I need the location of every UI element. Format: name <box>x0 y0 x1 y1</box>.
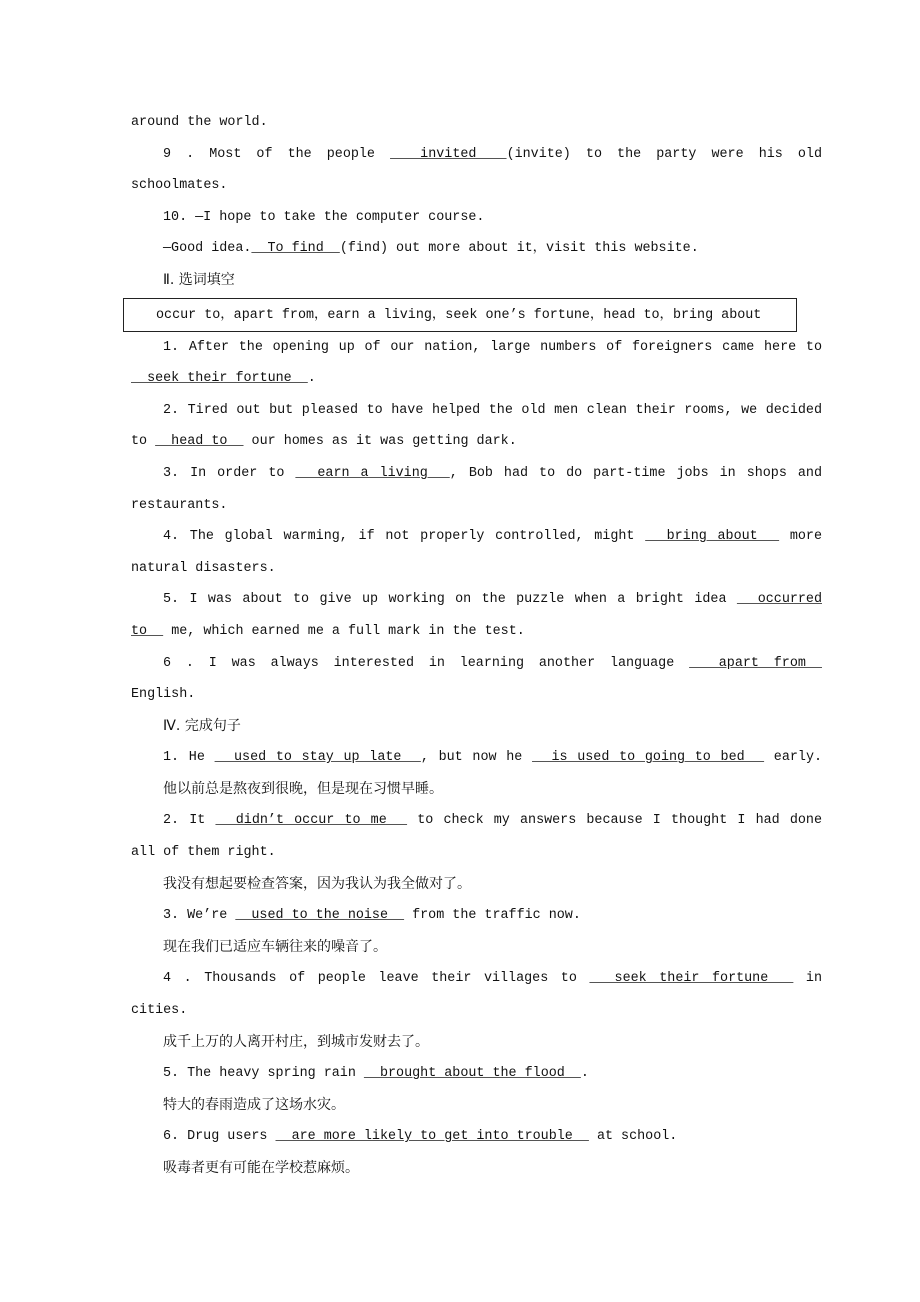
text-segment: . <box>580 1066 589 1082</box>
text-line <box>131 995 822 1027</box>
text-segment: , Bob had to do part-time jobs in shops and <box>449 465 822 481</box>
text-segment: natural disasters. <box>131 560 276 576</box>
text-segment: from the traffic now. <box>404 908 581 924</box>
answer-blank: To find <box>251 241 340 257</box>
text-segment: —Good idea. <box>163 241 252 257</box>
text-line <box>131 139 822 171</box>
text-segment: (invite) to the party were his old <box>506 146 822 162</box>
text-segment: to <box>131 434 156 450</box>
text-segment: 4 . Thousands of people leave their villages to <box>163 971 590 987</box>
answer-blank: didn’t occur to me <box>215 813 408 829</box>
text-segment: at school. <box>588 1129 678 1145</box>
text-line <box>131 900 822 932</box>
text-line <box>131 805 822 837</box>
answer-blank: apart from <box>689 655 822 671</box>
text-segment: 特大的春雨造成了这场水灾。 <box>163 1096 345 1113</box>
text-line <box>131 553 822 585</box>
text-segment: in <box>793 971 823 987</box>
translation-line <box>131 774 822 806</box>
answer-blank: to <box>131 623 164 639</box>
text-segment: 成千上万的人离开村庄，到城市发财去了。 <box>163 1033 429 1050</box>
text-segment: to check my answers because I thought I had done <box>407 813 822 829</box>
answer-blank: occurred <box>736 592 822 608</box>
text-segment: 1. He <box>163 750 215 766</box>
translation-line <box>131 1027 822 1059</box>
text-segment: cities. <box>131 1003 188 1019</box>
text-segment: all of them right. <box>131 845 276 861</box>
answer-blank: invited <box>390 146 507 162</box>
text-line <box>131 584 822 616</box>
text-segment: , but now he <box>420 750 533 766</box>
text-segment: me, which earned me a full mark in the test. <box>163 623 525 639</box>
text-line <box>131 1058 822 1090</box>
answer-blank: used to the noise <box>235 908 405 924</box>
translation-line <box>131 1090 822 1122</box>
text-segment: restaurants. <box>131 497 228 513</box>
text-line <box>131 742 822 774</box>
answer-blank: brought about the flood <box>363 1066 581 1082</box>
text-line <box>131 490 822 522</box>
text-segment: 4. The global warming, if not properly controlled, might <box>163 529 646 545</box>
text-segment: Ⅳ. 完成句子 <box>163 717 241 734</box>
text-line <box>131 426 822 458</box>
text-segment: 3. In order to <box>163 465 296 481</box>
text-segment: 10. —I hope to take the computer course. <box>163 209 485 225</box>
translation-line <box>131 1153 822 1185</box>
answer-blank: bring about <box>645 529 780 545</box>
document-page <box>131 107 822 1185</box>
text-line <box>131 363 822 395</box>
text-line <box>131 395 822 427</box>
text-segment: 5. The heavy spring rain <box>163 1066 364 1082</box>
text-line <box>131 648 822 680</box>
text-line <box>131 521 822 553</box>
text-line <box>131 963 822 995</box>
text-line <box>131 202 822 234</box>
text-line <box>131 616 822 648</box>
text-segment: early. <box>764 750 823 766</box>
text-segment: around the world. <box>131 115 268 130</box>
text-line <box>131 458 822 490</box>
text-segment: our homes as it was getting dark. <box>243 434 517 450</box>
text-segment: 现在我们已适应车辆往来的噪音了。 <box>163 938 387 955</box>
text-segment: 9 . Most of the people <box>163 146 391 162</box>
text-segment: Ⅱ. 选词填空 <box>163 271 235 288</box>
text-segment: 2. It <box>163 813 216 829</box>
translation-line <box>131 265 822 297</box>
text-line <box>131 837 822 869</box>
answer-blank: earn a living <box>295 465 450 481</box>
text-segment: 3. We’re <box>163 908 236 924</box>
text-line <box>131 679 822 711</box>
translation-line <box>131 869 822 901</box>
text-segment: 他以前总是熬夜到很晚，但是现在习惯早睡。 <box>163 780 443 797</box>
translation-line <box>131 711 822 743</box>
text-segment: (find) out more about it，visit this website. <box>339 241 699 257</box>
text-segment: 1. After the opening up of our nation, large numbers of foreigners came here to <box>163 339 822 355</box>
answer-blank: seek their fortune <box>131 371 308 387</box>
text-segment: 我没有想起要检查答案，因为我认为我全做对了。 <box>163 875 471 892</box>
text-segment: 6. Drug users <box>163 1129 276 1145</box>
answer-blank: seek their fortune <box>589 971 794 987</box>
answer-blank: are more likely to get into trouble <box>275 1129 589 1145</box>
text-segment: more <box>779 529 822 545</box>
word-bank-box <box>123 298 797 332</box>
text-line <box>131 332 822 364</box>
text-line <box>131 233 822 265</box>
text-line <box>131 170 822 202</box>
text-segment: 6 . I was always interested in learning another language <box>163 655 690 671</box>
text-segment: 2. Tired out but pleased to have helped the old men clean their rooms, we decided <box>163 402 822 418</box>
translation-line <box>131 932 822 964</box>
text-segment: 5. I was about to give up working on the puzzle when a bright idea <box>163 592 737 608</box>
answer-blank: head to <box>155 434 244 450</box>
text-segment: schoolmates. <box>131 178 228 194</box>
text-segment: English. <box>131 687 196 703</box>
text-segment: 吸毒者更有可能在学校惹麻烦。 <box>163 1160 359 1176</box>
text-segment: . <box>307 371 316 387</box>
answer-blank: is used to going to bed <box>532 750 765 766</box>
text-line <box>131 1121 822 1153</box>
text-line <box>131 107 822 139</box>
answer-blank: used to stay up late <box>214 750 421 766</box>
text-segment: occur to，apart from，earn a living，seek one’s fortune，head to，bring about <box>156 307 762 323</box>
